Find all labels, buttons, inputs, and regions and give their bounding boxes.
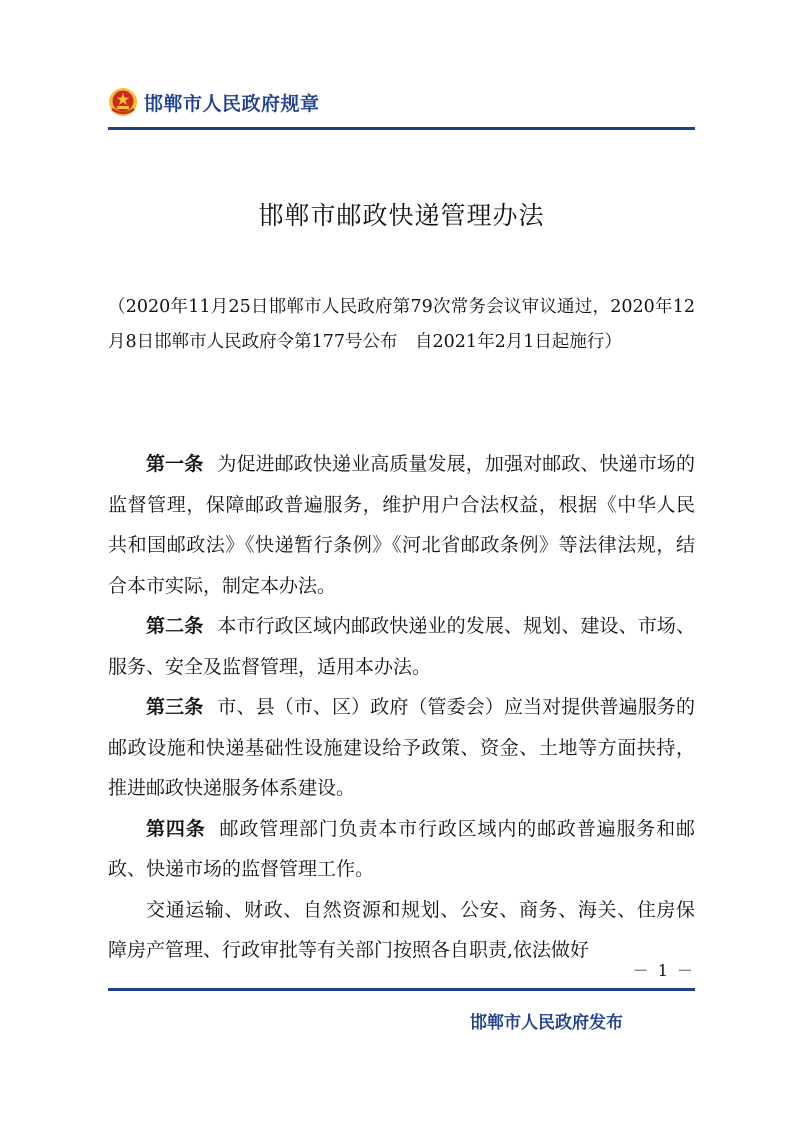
article-text: 为促进邮政快递业高质量发展，加强对邮政、快递市场的监督管理，保障邮政普遍服务，维护用户合法权益，根据《中华人民共和国邮政法》《快递暂行条例》《河北省邮政条例》等法律法规，结合本市实际，制定本办法。 <box>108 453 695 597</box>
page-number: － 1 － <box>632 961 695 980</box>
document-body <box>108 444 695 971</box>
article-label: 第一条 <box>146 453 204 475</box>
article-text: 邮政管理部门负责本市行政区域内的邮政普遍服务和邮政、快递市场的监督管理工作。 <box>108 817 695 880</box>
article-4 <box>108 809 695 890</box>
footer-divider <box>108 988 695 991</box>
document-title: 邯郸市邮政快递管理办法 <box>258 201 545 230</box>
article-3 <box>108 687 695 809</box>
header-divider <box>108 127 695 130</box>
continuation-paragraph: 交通运输、财政、自然资源和规划、公安、商务、海关、住房保障房产管理、行政审批等有关部门按照各自职责,依法做好 <box>108 898 695 961</box>
national-emblem-icon <box>108 87 138 117</box>
header-title: 邯郸市人民政府规章 <box>144 92 320 115</box>
footer-publisher: 邯郸市人民政府发布 <box>470 1013 623 1033</box>
article-label: 第二条 <box>146 615 204 637</box>
promulgation-note: （2020年11月25日邯郸市人民政府第79次常务会议审议通过，2020年12月8日邯郸市人民政府令第177号公布 自2021年2月1日起施行） <box>108 297 695 352</box>
article-2 <box>108 606 695 687</box>
article-label: 第四条 <box>146 817 206 840</box>
article-label: 第三条 <box>146 696 204 718</box>
article-text: 市、县（市、区）政府（管委会）应当对提供普遍服务的邮政设施和快递基础性设施建设给予政策、资金、土地等方面扶持，推进邮政快递服务体系建设。 <box>108 696 695 799</box>
document-header <box>108 84 320 120</box>
article-1 <box>108 444 695 606</box>
article-text: 本市行政区域内邮政快递业的发展、规划、建设、市场、服务、安全及监督管理，适用本办法。 <box>108 615 695 678</box>
